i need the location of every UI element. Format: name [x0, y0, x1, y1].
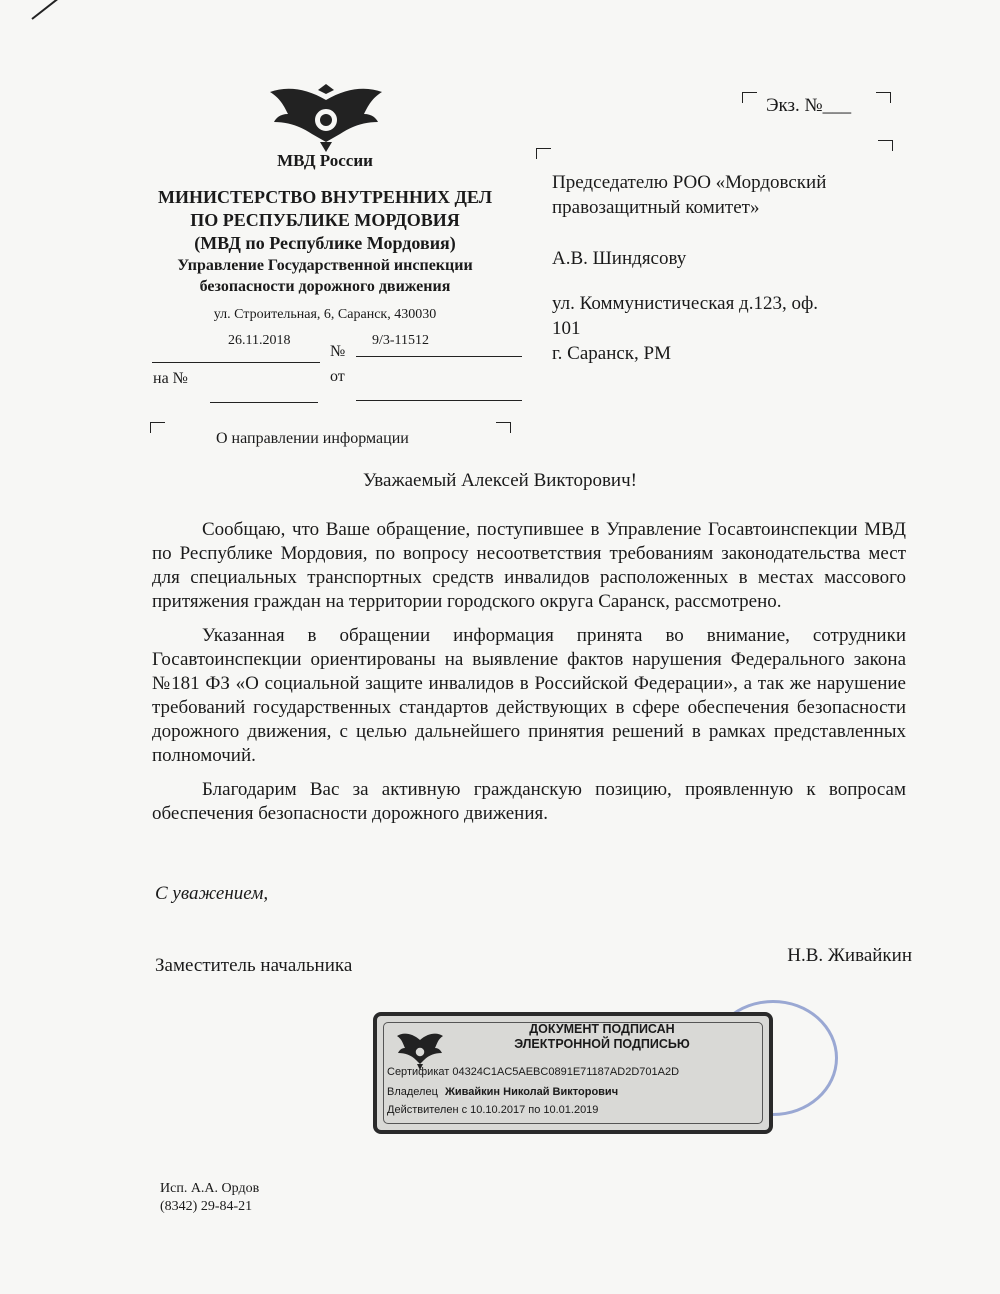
double-headed-eagle-icon — [266, 82, 386, 154]
recipient-block — [552, 170, 912, 366]
corner-bracket — [878, 140, 893, 151]
closing: С уважением, — [155, 883, 269, 904]
sender-block — [130, 150, 520, 323]
department-line-2: безопасности дорожного движения — [199, 278, 451, 295]
recipient-position-line-1: Председателю РОО «Мордовский — [552, 172, 827, 193]
reply-to-number-label: на № — [153, 370, 188, 387]
executor-phone: (8342) 29-84-21 — [160, 1199, 253, 1214]
letter-body — [152, 518, 906, 836]
owner-name: Живайкин Николай Викторович — [444, 1086, 619, 1098]
electronic-signature-box — [373, 1012, 773, 1134]
paragraph: Благодарим Вас за активную гражданскую позицию, проявленную к вопросам обеспечения безопасности дорожного движения. — [152, 779, 906, 824]
recipient-position-line-2: правозащитный комитет» — [552, 197, 760, 218]
signer-name: Н.В. Живайкин — [787, 945, 912, 966]
registration-date: 26.11.2018 — [228, 333, 291, 348]
executor-block — [160, 1180, 259, 1216]
signature-owner-row — [387, 1086, 618, 1098]
paragraph: Указанная в обращении информация принята во внимание, сотрудники Госавтоинспекции ориентированы на выявление фактов нарушения Федерального закона №181 ФЗ «О социальной защите инвалидов в Российской Федерации», а так же нарушение требований государственных стандартов действующих в сфере обеспечения безопасности дорожного движения, с целью дальнейшего принятия решений в рамках представленных полномочий. — [152, 625, 906, 766]
number-underline — [356, 356, 522, 357]
reply-date-underline — [356, 400, 522, 401]
signature-certificate: Сертификат 04324C1AC5AEBC0891E71187AD2D701A2D — [387, 1066, 680, 1078]
recipient-city: г. Саранск, РМ — [552, 343, 671, 364]
recipient-name: А.В. Шиндясову — [552, 248, 687, 269]
owner-label: Владелец — [387, 1086, 438, 1098]
from-label: от — [330, 368, 345, 385]
signature-heading-line-2: ЭЛЕКТРОННОЙ ПОДПИСЬЮ — [514, 1037, 690, 1051]
number-label: № — [330, 343, 346, 360]
corner-bracket — [876, 92, 891, 103]
registration-number: 9/3-11512 — [372, 333, 430, 348]
ministry-line-2: ПО РЕСПУБЛИКЕ МОРДОВИЯ — [190, 210, 460, 230]
corner-bracket — [496, 422, 511, 433]
date-underline — [152, 362, 320, 363]
reply-number-underline — [210, 402, 318, 403]
greeting: Уважаемый Алексей Викторович! — [363, 470, 637, 491]
ministry-abbreviation: (МВД по Республике Мордовия) — [194, 233, 456, 253]
mvd-short-title: МВД России — [277, 151, 373, 170]
executor-name: Исп. А.А. Ордов — [160, 1181, 260, 1196]
corner-bracket — [536, 148, 551, 159]
sender-address: ул. Строительная, 6, Саранск, 430030 — [213, 307, 437, 322]
ministry-line-1: МИНИСТЕРСТВО ВНУТРЕННИХ ДЕЛ — [157, 187, 493, 207]
department-line-1: Управление Государственной инспекции — [177, 257, 473, 274]
letter-subject: О направлении информации — [216, 430, 409, 447]
pen-mark — [31, 0, 65, 20]
signature-validity: Действителен с 10.10.2017 по 10.01.2019 — [387, 1104, 599, 1116]
recipient-address-line-1: ул. Коммунистическая д.123, оф. — [552, 293, 819, 314]
recipient-address-line-2: 101 — [552, 318, 581, 339]
signature-heading-line-1: ДОКУМЕНТ ПОДПИСАН — [529, 1022, 675, 1036]
corner-bracket — [150, 422, 165, 433]
signer-title: Заместитель начальника — [155, 955, 353, 976]
signature-heading — [457, 1022, 747, 1052]
paragraph: Сообщаю, что Ваше обращение, поступившее в Управление Госавтоинспекции МВД по Республике Мордовия, по вопросу несоответствия требованиям законодательства мест для специальных транспортных средств инвалидов расположенных в местах массового притяжения граждан на территории городского округа Саранск, рассмотрено. — [152, 519, 906, 612]
copy-number: Экз. №___ — [766, 95, 852, 116]
corner-bracket — [742, 92, 757, 103]
